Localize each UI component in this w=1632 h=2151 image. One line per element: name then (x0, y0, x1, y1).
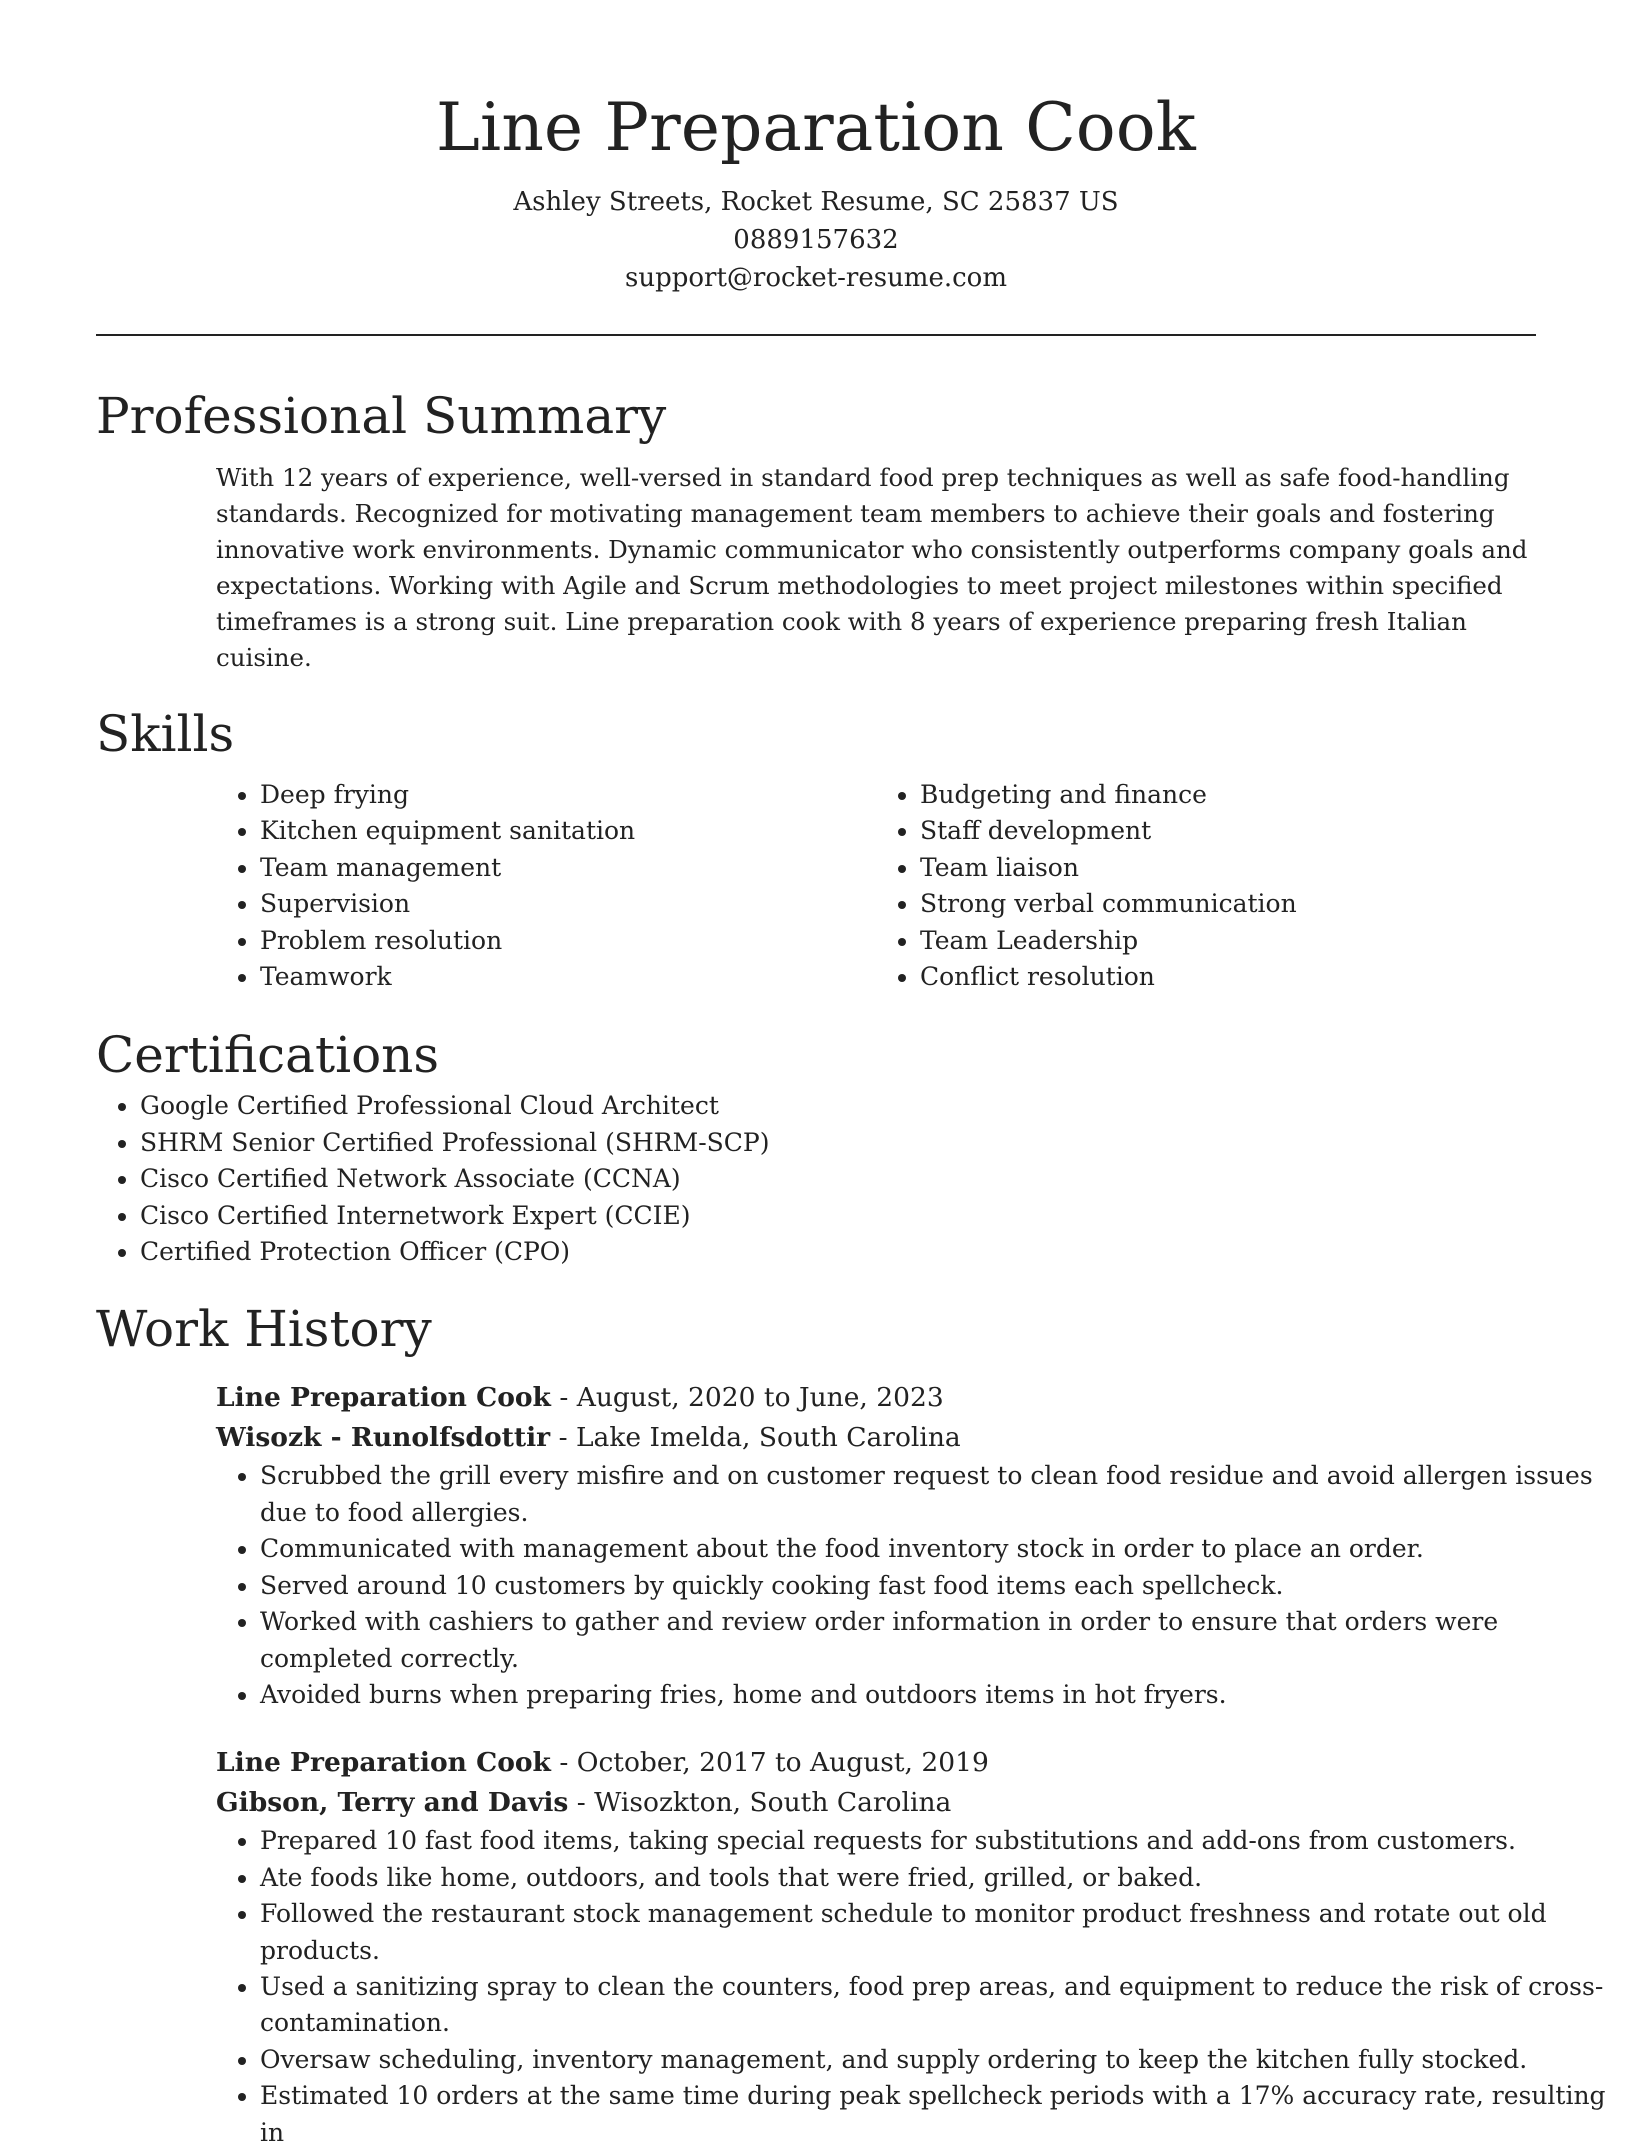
skill-item: • Budgeting and finance (920, 777, 1536, 813)
job-location: - Lake Imelda, South Carolina (550, 1422, 961, 1454)
skill-item: • Deep frying (260, 777, 876, 813)
certification-item: • Cisco Certified Network Associate (CCNA) (140, 1161, 1536, 1197)
job-bullet: • Scrubbed the grill every misfire and on customer request to clean food residue and avoid allergen issues due to food allergies. (260, 1458, 1616, 1531)
job-location: - Wisozkton, South Carolina (568, 1787, 952, 1819)
skill-item: • Strong verbal communication (920, 886, 1536, 922)
job-bullet: • Avoided burns when preparing fries, home and outdoors items in hot fryers. (260, 1677, 1616, 1713)
job-bullets (216, 1458, 1616, 1713)
job-company: Wisozk - Runolfsdottir (216, 1422, 551, 1454)
skill-item: • Problem resolution (260, 923, 876, 959)
job-bullet: • Used a sanitizing spray to clean the counters, food prep areas, and equipment to reduce the risk of cross-contamination. (260, 1969, 1616, 2042)
skill-item: • Team liaison (920, 850, 1536, 886)
skills-list-right (876, 777, 1536, 995)
job-bullet: • Worked with cashiers to gather and review order information in order to ensure that orders were completed correctly. (260, 1604, 1616, 1677)
job-company-line (216, 1783, 1536, 1823)
job-role: Line Preparation Cook (216, 1747, 551, 1779)
contact-email: support@rocket-resume.com (624, 263, 1007, 293)
job-bullets (216, 1823, 1616, 2151)
skill-item: • Staff development (920, 813, 1536, 849)
section-title-certifications: Certifications (96, 1026, 440, 1085)
job-dates: - August, 2020 to June, 2023 (550, 1382, 944, 1414)
section-title-summary: Professional Summary (96, 387, 667, 445)
job-company-line (216, 1418, 1536, 1458)
job-role: Line Preparation Cook (216, 1382, 551, 1414)
job-bullet: • Prepared 10 fast food items, taking special requests for substitutions and add-ons from customers. (260, 1823, 1616, 1859)
skill-item: • Conflict resolution (920, 959, 1536, 995)
certifications-list (96, 1088, 1536, 1270)
skill-item: • Team Leadership (920, 923, 1536, 959)
job-role-line (216, 1378, 1536, 1418)
skill-item: • Team management (260, 850, 876, 886)
job-bullet: • Oversaw scheduling, inventory management, and supply ordering to keep the kitchen fully stocked. (260, 2042, 1616, 2078)
job-bullet: • Communicated with management about the food inventory stock in order to place an order. (260, 1531, 1616, 1567)
summary-paragraph: With 12 years of experience, well-versed in standard food prep techniques as well as safe food-handling standards. Recognized for motivating management team members to achieve their goals and fostering innovative work environments. Dynamic communicator who consistently outperforms company goals and expectations. Working with Agile and Scrum methodologies to meet project milestones within specified timeframes is a strong suit. Line preparation cook with 8 years of experience preparing fresh Italian cuisine. (216, 463, 1528, 672)
section-title-work-history: Work History (96, 1300, 432, 1359)
skills-list-left (216, 777, 876, 995)
job-role-line (216, 1743, 1536, 1783)
job-bullet: • Served around 10 customers by quickly cooking fast food items each spellcheck. (260, 1568, 1616, 1604)
certification-item: • Cisco Certified Internetwork Expert (CCIE) (140, 1198, 1536, 1234)
resume-page (96, 0, 1606, 2151)
job-company: Gibson, Terry and Davis (216, 1787, 569, 1819)
certification-item: • SHRM Senior Certified Professional (SHRM-SCP) (140, 1125, 1536, 1161)
job-entry (216, 1378, 1593, 1713)
contact-address: Ashley Streets, Rocket Resume, SC 25837 US (513, 187, 1119, 217)
skill-item: • Supervision (260, 886, 876, 922)
skill-item: • Kitchen equipment sanitation (260, 813, 876, 849)
certification-item: • Google Certified Professional Cloud Architect (140, 1088, 1536, 1124)
job-bullet: • Estimated 10 orders at the same time during peak spellcheck periods with a 17% accuracy rate, resulting in (260, 2078, 1616, 2151)
job-entry (216, 1743, 1606, 2151)
section-title-skills: Skills (96, 705, 235, 763)
certification-item: • Certified Protection Officer (CPO) (140, 1234, 1536, 1270)
job-bullet: • Followed the restaurant stock management schedule to monitor product freshness and rotate out old products. (260, 1896, 1616, 1969)
skills-grid (216, 777, 1536, 995)
job-dates: - October, 2017 to August, 2019 (550, 1747, 989, 1779)
resume-name: Line Preparation Cook (435, 89, 1196, 166)
header-divider (96, 334, 1536, 336)
resume-header (96, 0, 1536, 297)
skill-item: • Teamwork (260, 959, 876, 995)
job-bullet: • Ate foods like home, outdoors, and tools that were fried, grilled, or baked. (260, 1860, 1616, 1896)
contact-phone: 0889157632 (733, 225, 899, 255)
